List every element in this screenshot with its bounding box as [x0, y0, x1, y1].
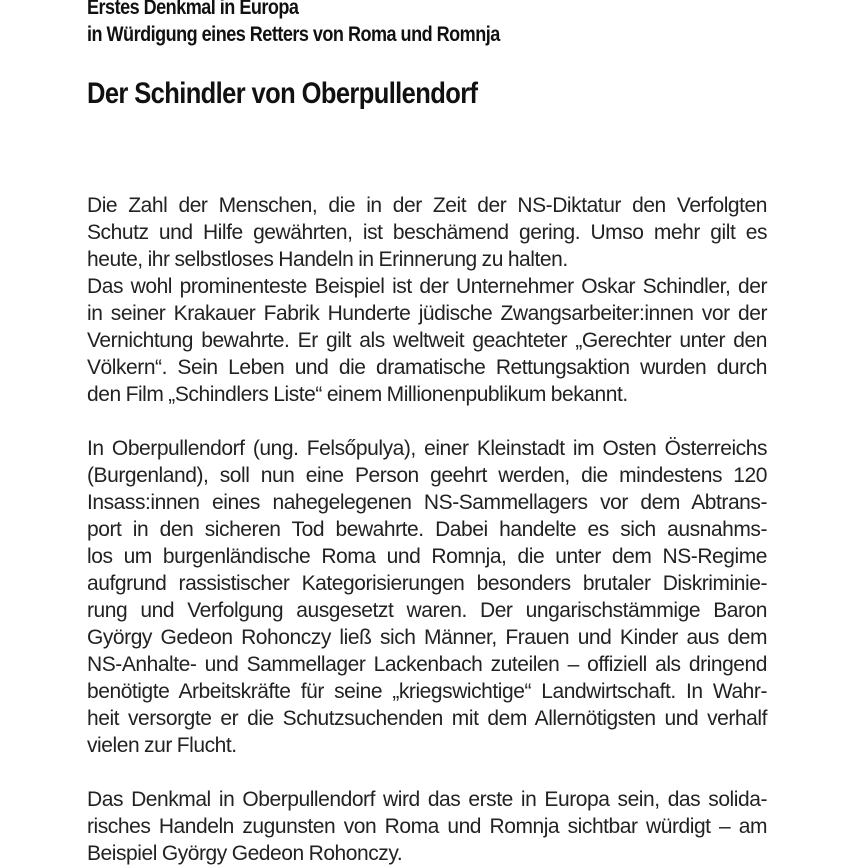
- text-line: In Oberpullendorf (ung. Felsőpulya), einer Kleinstadt im Osten Österreichs: [87, 437, 767, 460]
- text-line: den Film „Schindlers Liste“ einem Millionenpublikum bekannt.: [87, 383, 628, 406]
- text-line: György Gedeon Rohonczy ließ sich Männer, Frauen und Kinder aus dem: [87, 626, 767, 649]
- text-line: los um burgenländische Roma und Romnja, die unter dem NS-Regime: [87, 545, 767, 568]
- paragraph-schindler: [87, 273, 767, 408]
- text-line: in seiner Krakauer Fabrik Hunderte jüdische Zwangsarbeiter:innen vor der: [87, 302, 767, 325]
- text-line: benötigte Arbeitskräfte für seine „kriegswichtige“ Landwirtschaft. In Wahr-: [87, 680, 767, 703]
- paragraph-oberpullendorf: [87, 435, 767, 759]
- text-line: Die Zahl der Menschen, die in der Zeit der NS-Diktatur den Verfolgten: [87, 194, 767, 217]
- kicker-line-1: Erstes Denkmal in Europa: [87, 0, 299, 19]
- page-title: Der Schindler von Oberpullendorf: [87, 77, 478, 110]
- document-page: [87, 0, 767, 867]
- paragraph-denkmal: [87, 786, 767, 867]
- text-line: Das Denkmal in Oberpullendorf wird das erste in Europa sein, das solida-: [87, 788, 767, 811]
- text-line: rung und Verfolgung ausgesetzt waren. Der ungarischstämmige Baron: [87, 599, 767, 622]
- kicker-line-2: in Würdigung eines Retters von Roma und Romnja: [87, 23, 500, 46]
- text-line: risches Handeln zugunsten von Roma und Romnja sichtbar würdigt – am: [87, 815, 767, 838]
- text-line: Schutz und Hilfe gewährten, ist beschämend gering. Umso mehr gilt es: [87, 221, 767, 244]
- text-line: Das wohl prominenteste Beispiel ist der Unternehmer Oskar Schindler, der: [87, 275, 767, 298]
- text-line: (Burgenland), soll nun eine Person geehrt werden, die mindestens 120: [87, 464, 767, 487]
- body-text: [87, 192, 767, 867]
- text-line: heute, ihr selbstloses Handeln in Erinnerung zu halten.: [87, 248, 568, 271]
- text-line: aufgrund rassistischer Kategorisierungen besonders brutaler Diskriminie-: [87, 572, 767, 595]
- text-line: vielen zur Flucht.: [87, 734, 237, 757]
- paragraph-intro: [87, 192, 767, 273]
- text-line: port in den sicheren Tod bewahrte. Dabei handelte es sich ausnahms-: [87, 518, 767, 541]
- text-line: heit versorgte er die Schutzsuchenden mit dem Allernötigsten und verhalf: [87, 707, 767, 730]
- text-line: Vernichtung bewahrte. Er gilt als weltweit geachteter „Gerechter unter den: [87, 329, 767, 352]
- text-line: NS-Anhalte- und Sammellager Lackenbach zuteilen – offiziell als dringend: [87, 653, 767, 676]
- text-line: Beispiel György Gedeon Rohonczy.: [87, 842, 403, 865]
- text-line: Völkern“. Sein Leben und die dramatische Rettungsaktion wurden durch: [87, 356, 767, 379]
- text-line: Insass:innen eines nahegelegenen NS-Sammellagers vor dem Abtrans-: [87, 491, 767, 514]
